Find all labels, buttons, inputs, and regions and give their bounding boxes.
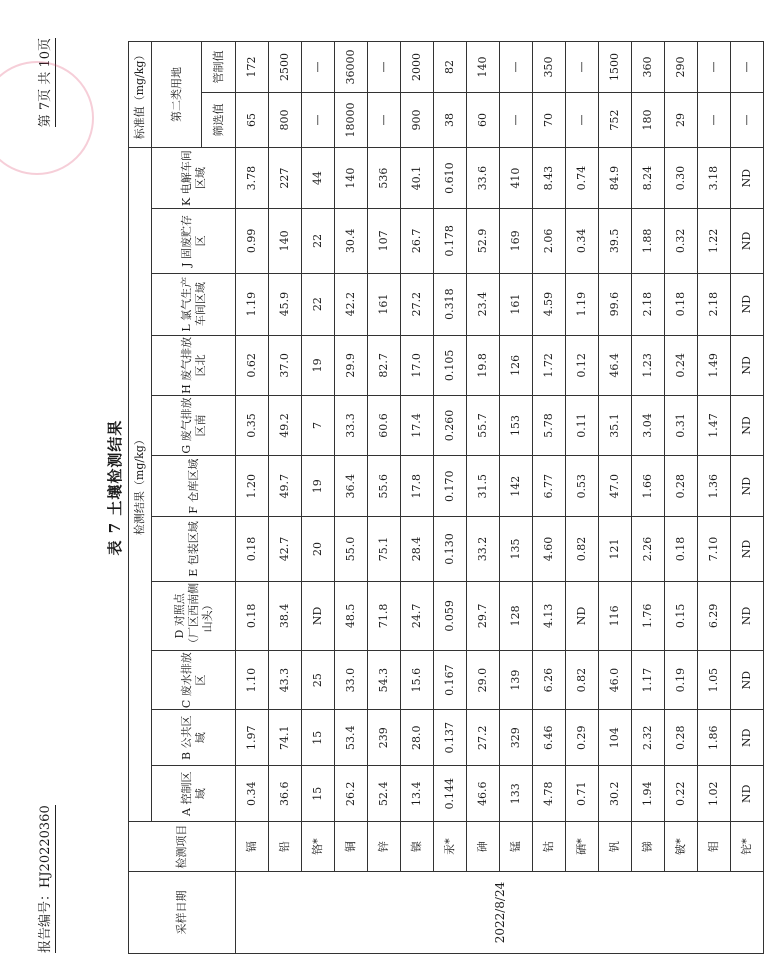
result-cell: 161 [500, 273, 533, 335]
table-row [236, 42, 269, 954]
result-cell: 15.6 [401, 651, 434, 710]
result-cell: 1.19 [236, 273, 269, 335]
result-cell: 0.62 [236, 335, 269, 395]
result-cell: 0.18 [236, 581, 269, 651]
result-cell: 7 [302, 395, 335, 455]
test-item-cell: 铜 [335, 822, 368, 872]
result-cell: 2.06 [533, 209, 566, 273]
result-cell: 27.2 [401, 273, 434, 335]
result-cell: 4.59 [533, 273, 566, 335]
test-item-cell: 钒 [599, 822, 632, 872]
page-number: 第 7页 共 10页 [34, 38, 56, 127]
result-cell: 31.5 [467, 456, 500, 517]
result-cell: 126 [500, 335, 533, 395]
control-value-cell: — [731, 42, 764, 93]
control-value-cell: 2000 [401, 42, 434, 93]
table-row [665, 42, 698, 954]
result-cell: 0.82 [566, 517, 599, 581]
report-number: 报告编号：HJ20220360 [34, 805, 56, 953]
result-cell: 52.9 [467, 209, 500, 273]
test-item-cell: 镉 [236, 822, 269, 872]
test-item-cell: 镍 [401, 822, 434, 872]
test-item-cell: 钼 [698, 822, 731, 872]
control-value-cell: — [698, 42, 731, 93]
result-cell: 3.04 [632, 395, 665, 455]
result-cell: 46.0 [599, 651, 632, 710]
result-cell: 128 [500, 581, 533, 651]
result-cell: 19 [302, 456, 335, 517]
result-cell: 30.4 [335, 209, 368, 273]
result-cell: 15 [302, 710, 335, 766]
result-cell: 33.0 [335, 651, 368, 710]
result-cell: 6.26 [533, 651, 566, 710]
result-cell: 1.76 [632, 581, 665, 651]
result-cell: 3.78 [236, 147, 269, 208]
result-cell: 0.167 [434, 651, 467, 710]
result-cell: 0.059 [434, 581, 467, 651]
result-cell: 8.43 [533, 147, 566, 208]
result-cell: 0.34 [566, 209, 599, 273]
screening-value-cell: — [368, 92, 401, 147]
test-item-cell: 钴 [533, 822, 566, 872]
result-cell: 24.7 [401, 581, 434, 651]
result-cell: 38.4 [269, 581, 302, 651]
result-cell: ND [731, 581, 764, 651]
control-value-cell: 360 [632, 42, 665, 93]
result-cell: 6.29 [698, 581, 731, 651]
result-cell: 0.19 [665, 651, 698, 710]
result-cell: 0.18 [665, 517, 698, 581]
result-cell: 55.6 [368, 456, 401, 517]
result-cell: 33.6 [467, 147, 500, 208]
result-cell: 0.82 [566, 651, 599, 710]
result-cell: 2.18 [698, 273, 731, 335]
header-site-d: D 对照点（厂区西南侧山头） [152, 581, 236, 651]
sampling-date-cell: 2022/8/24 [236, 872, 764, 954]
result-cell: 0.71 [566, 766, 599, 822]
result-cell: 107 [368, 209, 401, 273]
result-cell: 0.18 [665, 273, 698, 335]
result-cell: ND [731, 335, 764, 395]
control-value-cell: 350 [533, 42, 566, 93]
header-site-k: K 电解车间区域 [152, 147, 236, 208]
result-cell: 19.8 [467, 335, 500, 395]
screening-value-cell: 752 [599, 92, 632, 147]
result-cell: 0.29 [566, 710, 599, 766]
screening-value-cell: 70 [533, 92, 566, 147]
result-cell: 329 [500, 710, 533, 766]
result-cell: 1.22 [698, 209, 731, 273]
result-cell: ND [731, 651, 764, 710]
result-cell: 55.7 [467, 395, 500, 455]
result-cell: 1.72 [533, 335, 566, 395]
screening-value-cell: 29 [665, 92, 698, 147]
result-cell: 1.66 [632, 456, 665, 517]
test-item-cell: 汞* [434, 822, 467, 872]
result-cell: 54.3 [368, 651, 401, 710]
result-cell: 1.10 [236, 651, 269, 710]
test-item-cell: 锰 [500, 822, 533, 872]
result-cell: 0.74 [566, 147, 599, 208]
result-cell: 239 [368, 710, 401, 766]
result-cell: 29.7 [467, 581, 500, 651]
control-value-cell: — [500, 42, 533, 93]
result-cell: 0.22 [665, 766, 698, 822]
result-cell: 35.1 [599, 395, 632, 455]
result-cell: 0.32 [665, 209, 698, 273]
screening-value-cell: 18000 [335, 92, 368, 147]
test-item-cell: 铬* [302, 822, 335, 872]
screening-value-cell: 60 [467, 92, 500, 147]
result-cell: 45.9 [269, 273, 302, 335]
screening-value-cell: 180 [632, 92, 665, 147]
table-row [698, 42, 731, 954]
result-cell: 20 [302, 517, 335, 581]
result-cell: 1.19 [566, 273, 599, 335]
result-cell: 28.4 [401, 517, 434, 581]
result-cell: 0.18 [236, 517, 269, 581]
screening-value-cell: 38 [434, 92, 467, 147]
result-cell: 48.5 [335, 581, 368, 651]
result-cell: 46.4 [599, 335, 632, 395]
header-site-h: H 废气排放区北 [152, 335, 236, 395]
control-value-cell: 36000 [335, 42, 368, 93]
result-cell: 2.32 [632, 710, 665, 766]
screening-value-cell: 900 [401, 92, 434, 147]
header-site-b: B 公共区域 [152, 710, 236, 766]
header-site-j: J 固废贮存区 [152, 209, 236, 273]
result-cell: 44 [302, 147, 335, 208]
result-cell: 140 [335, 147, 368, 208]
result-cell: 4.60 [533, 517, 566, 581]
result-cell: 1.02 [698, 766, 731, 822]
result-cell: 0.24 [665, 335, 698, 395]
table-row [599, 42, 632, 954]
result-cell: 2.26 [632, 517, 665, 581]
result-cell: 227 [269, 147, 302, 208]
result-cell: 0.12 [566, 335, 599, 395]
result-cell: 75.1 [368, 517, 401, 581]
result-cell: 1.86 [698, 710, 731, 766]
header-land-type: 第二类用地 [152, 42, 202, 148]
control-value-cell: 2500 [269, 42, 302, 93]
table-row [335, 42, 368, 954]
result-cell: 52.4 [368, 766, 401, 822]
result-cell: 17.4 [401, 395, 434, 455]
result-cell: ND [731, 147, 764, 208]
result-cell: 29.9 [335, 335, 368, 395]
result-cell: 104 [599, 710, 632, 766]
result-cell: 0.35 [236, 395, 269, 455]
test-item-cell: 铅 [269, 822, 302, 872]
result-cell: 13.4 [401, 766, 434, 822]
table-row [500, 42, 533, 954]
header-control-value: 管制值 [202, 42, 236, 93]
result-cell: ND [566, 581, 599, 651]
result-cell: 0.318 [434, 273, 467, 335]
result-cell: 33.2 [467, 517, 500, 581]
result-cell: 139 [500, 651, 533, 710]
table-row [434, 42, 467, 954]
result-cell: 4.78 [533, 766, 566, 822]
control-value-cell: 172 [236, 42, 269, 93]
control-value-cell: 82 [434, 42, 467, 93]
result-cell: 25 [302, 651, 335, 710]
screening-value-cell: — [302, 92, 335, 147]
result-cell: 22 [302, 209, 335, 273]
result-cell: 33.3 [335, 395, 368, 455]
result-cell: 39.5 [599, 209, 632, 273]
table-row [566, 42, 599, 954]
test-item-cell: 砷 [467, 822, 500, 872]
result-cell: 153 [500, 395, 533, 455]
control-value-cell: 140 [467, 42, 500, 93]
result-cell: 121 [599, 517, 632, 581]
table-row [401, 42, 434, 954]
table-row [533, 42, 566, 954]
result-cell: 26.7 [401, 209, 434, 273]
result-cell: 30.2 [599, 766, 632, 822]
result-cell: 7.10 [698, 517, 731, 581]
result-cell: 410 [500, 147, 533, 208]
result-cell: 49.2 [269, 395, 302, 455]
result-cell: 37.0 [269, 335, 302, 395]
screening-value-cell: — [698, 92, 731, 147]
result-cell: 1.05 [698, 651, 731, 710]
result-cell: 1.97 [236, 710, 269, 766]
header-site-a: A 控制区域 [152, 766, 236, 822]
result-cell: 22 [302, 273, 335, 335]
result-cell: 47.0 [599, 456, 632, 517]
result-cell: 8.24 [632, 147, 665, 208]
table-row [632, 42, 665, 954]
result-cell: 169 [500, 209, 533, 273]
result-cell: 29.0 [467, 651, 500, 710]
result-cell: ND [731, 710, 764, 766]
screening-value-cell: — [731, 92, 764, 147]
result-cell: 0.28 [665, 456, 698, 517]
table-row [269, 42, 302, 954]
table-row [731, 42, 764, 954]
result-cell: 74.1 [269, 710, 302, 766]
result-cell: 0.130 [434, 517, 467, 581]
result-cell: 0.34 [236, 766, 269, 822]
soil-results-table [128, 41, 764, 954]
result-cell: 142 [500, 456, 533, 517]
result-cell: 4.13 [533, 581, 566, 651]
result-cell: 1.47 [698, 395, 731, 455]
result-cell: 28.0 [401, 710, 434, 766]
table-row [302, 42, 335, 954]
result-cell: 0.15 [665, 581, 698, 651]
result-cell: 6.77 [533, 456, 566, 517]
result-cell: 42.7 [269, 517, 302, 581]
result-cell: 60.6 [368, 395, 401, 455]
test-item-cell: 锌 [368, 822, 401, 872]
result-cell: 0.99 [236, 209, 269, 273]
result-cell: 43.3 [269, 651, 302, 710]
result-cell: 0.105 [434, 335, 467, 395]
result-cell: ND [731, 395, 764, 455]
header-results-group: 检测结果（mg/kg） [129, 147, 152, 821]
header-site-e: E 包装区域 [152, 517, 236, 581]
screening-value-cell: 65 [236, 92, 269, 147]
result-cell: 1.20 [236, 456, 269, 517]
result-cell: 0.610 [434, 147, 467, 208]
result-cell: ND [731, 273, 764, 335]
table-caption: 表 7 土壤检测结果 [106, 419, 124, 556]
control-value-cell: — [368, 42, 401, 93]
header-standard-group: 标准值（mg/kg） [129, 42, 152, 148]
result-cell: 536 [368, 147, 401, 208]
header-sampling-date: 采样日期 [129, 872, 236, 954]
header-site-l: L 氯气生产车间区域 [152, 273, 236, 335]
table-row [467, 42, 500, 954]
result-cell: ND [731, 517, 764, 581]
result-cell: 161 [368, 273, 401, 335]
result-cell: 0.53 [566, 456, 599, 517]
result-cell: 17.0 [401, 335, 434, 395]
result-cell: 0.170 [434, 456, 467, 517]
header-screening-value: 筛选值 [202, 92, 236, 147]
result-cell: 0.137 [434, 710, 467, 766]
result-cell: 19 [302, 335, 335, 395]
result-cell: 46.6 [467, 766, 500, 822]
result-cell: 133 [500, 766, 533, 822]
result-cell: 116 [599, 581, 632, 651]
result-cell: 0.31 [665, 395, 698, 455]
result-cell: ND [731, 766, 764, 822]
result-cell: 1.36 [698, 456, 731, 517]
result-cell: 1.88 [632, 209, 665, 273]
result-cell: 15 [302, 766, 335, 822]
table-row [368, 42, 401, 954]
result-cell: 53.4 [335, 710, 368, 766]
result-cell: 0.144 [434, 766, 467, 822]
screening-value-cell: — [566, 92, 599, 147]
result-cell: 3.18 [698, 147, 731, 208]
result-cell: 0.28 [665, 710, 698, 766]
result-cell: 26.2 [335, 766, 368, 822]
result-cell: ND [302, 581, 335, 651]
header-site-g: G 废气排放区南 [152, 395, 236, 455]
result-cell: 0.11 [566, 395, 599, 455]
result-cell: 2.18 [632, 273, 665, 335]
result-cell: 99.6 [599, 273, 632, 335]
test-item-cell: 铍* [665, 822, 698, 872]
control-value-cell: 290 [665, 42, 698, 93]
screening-value-cell: 800 [269, 92, 302, 147]
result-cell: 40.1 [401, 147, 434, 208]
result-cell: 140 [269, 209, 302, 273]
result-cell: 82.7 [368, 335, 401, 395]
result-cell: 0.178 [434, 209, 467, 273]
result-cell: 1.17 [632, 651, 665, 710]
result-cell: 36.6 [269, 766, 302, 822]
result-cell: 71.8 [368, 581, 401, 651]
result-cell: 135 [500, 517, 533, 581]
watermark-stamp [0, 61, 94, 175]
result-cell: ND [731, 456, 764, 517]
header-site-f: F 仓库区域 [152, 456, 236, 517]
result-cell: 42.2 [335, 273, 368, 335]
result-cell: 49.7 [269, 456, 302, 517]
test-item-cell: 硒* [566, 822, 599, 872]
result-cell: 1.49 [698, 335, 731, 395]
result-cell: 27.2 [467, 710, 500, 766]
result-cell: 6.46 [533, 710, 566, 766]
control-value-cell: — [302, 42, 335, 93]
result-cell: 36.4 [335, 456, 368, 517]
result-cell: 1.23 [632, 335, 665, 395]
result-cell: 55.0 [335, 517, 368, 581]
result-cell: 1.94 [632, 766, 665, 822]
result-cell: ND [731, 209, 764, 273]
test-item-cell: 铊* [731, 822, 764, 872]
result-cell: 23.4 [467, 273, 500, 335]
result-cell: 0.260 [434, 395, 467, 455]
result-cell: 17.8 [401, 456, 434, 517]
result-cell: 0.30 [665, 147, 698, 208]
header-test-item: 检测项目 [129, 822, 236, 872]
test-item-cell: 锑 [632, 822, 665, 872]
control-value-cell: 1500 [599, 42, 632, 93]
result-cell: 84.9 [599, 147, 632, 208]
result-cell: 5.78 [533, 395, 566, 455]
control-value-cell: — [566, 42, 599, 93]
screening-value-cell: — [500, 92, 533, 147]
header-site-c: C 废水排放区 [152, 651, 236, 710]
